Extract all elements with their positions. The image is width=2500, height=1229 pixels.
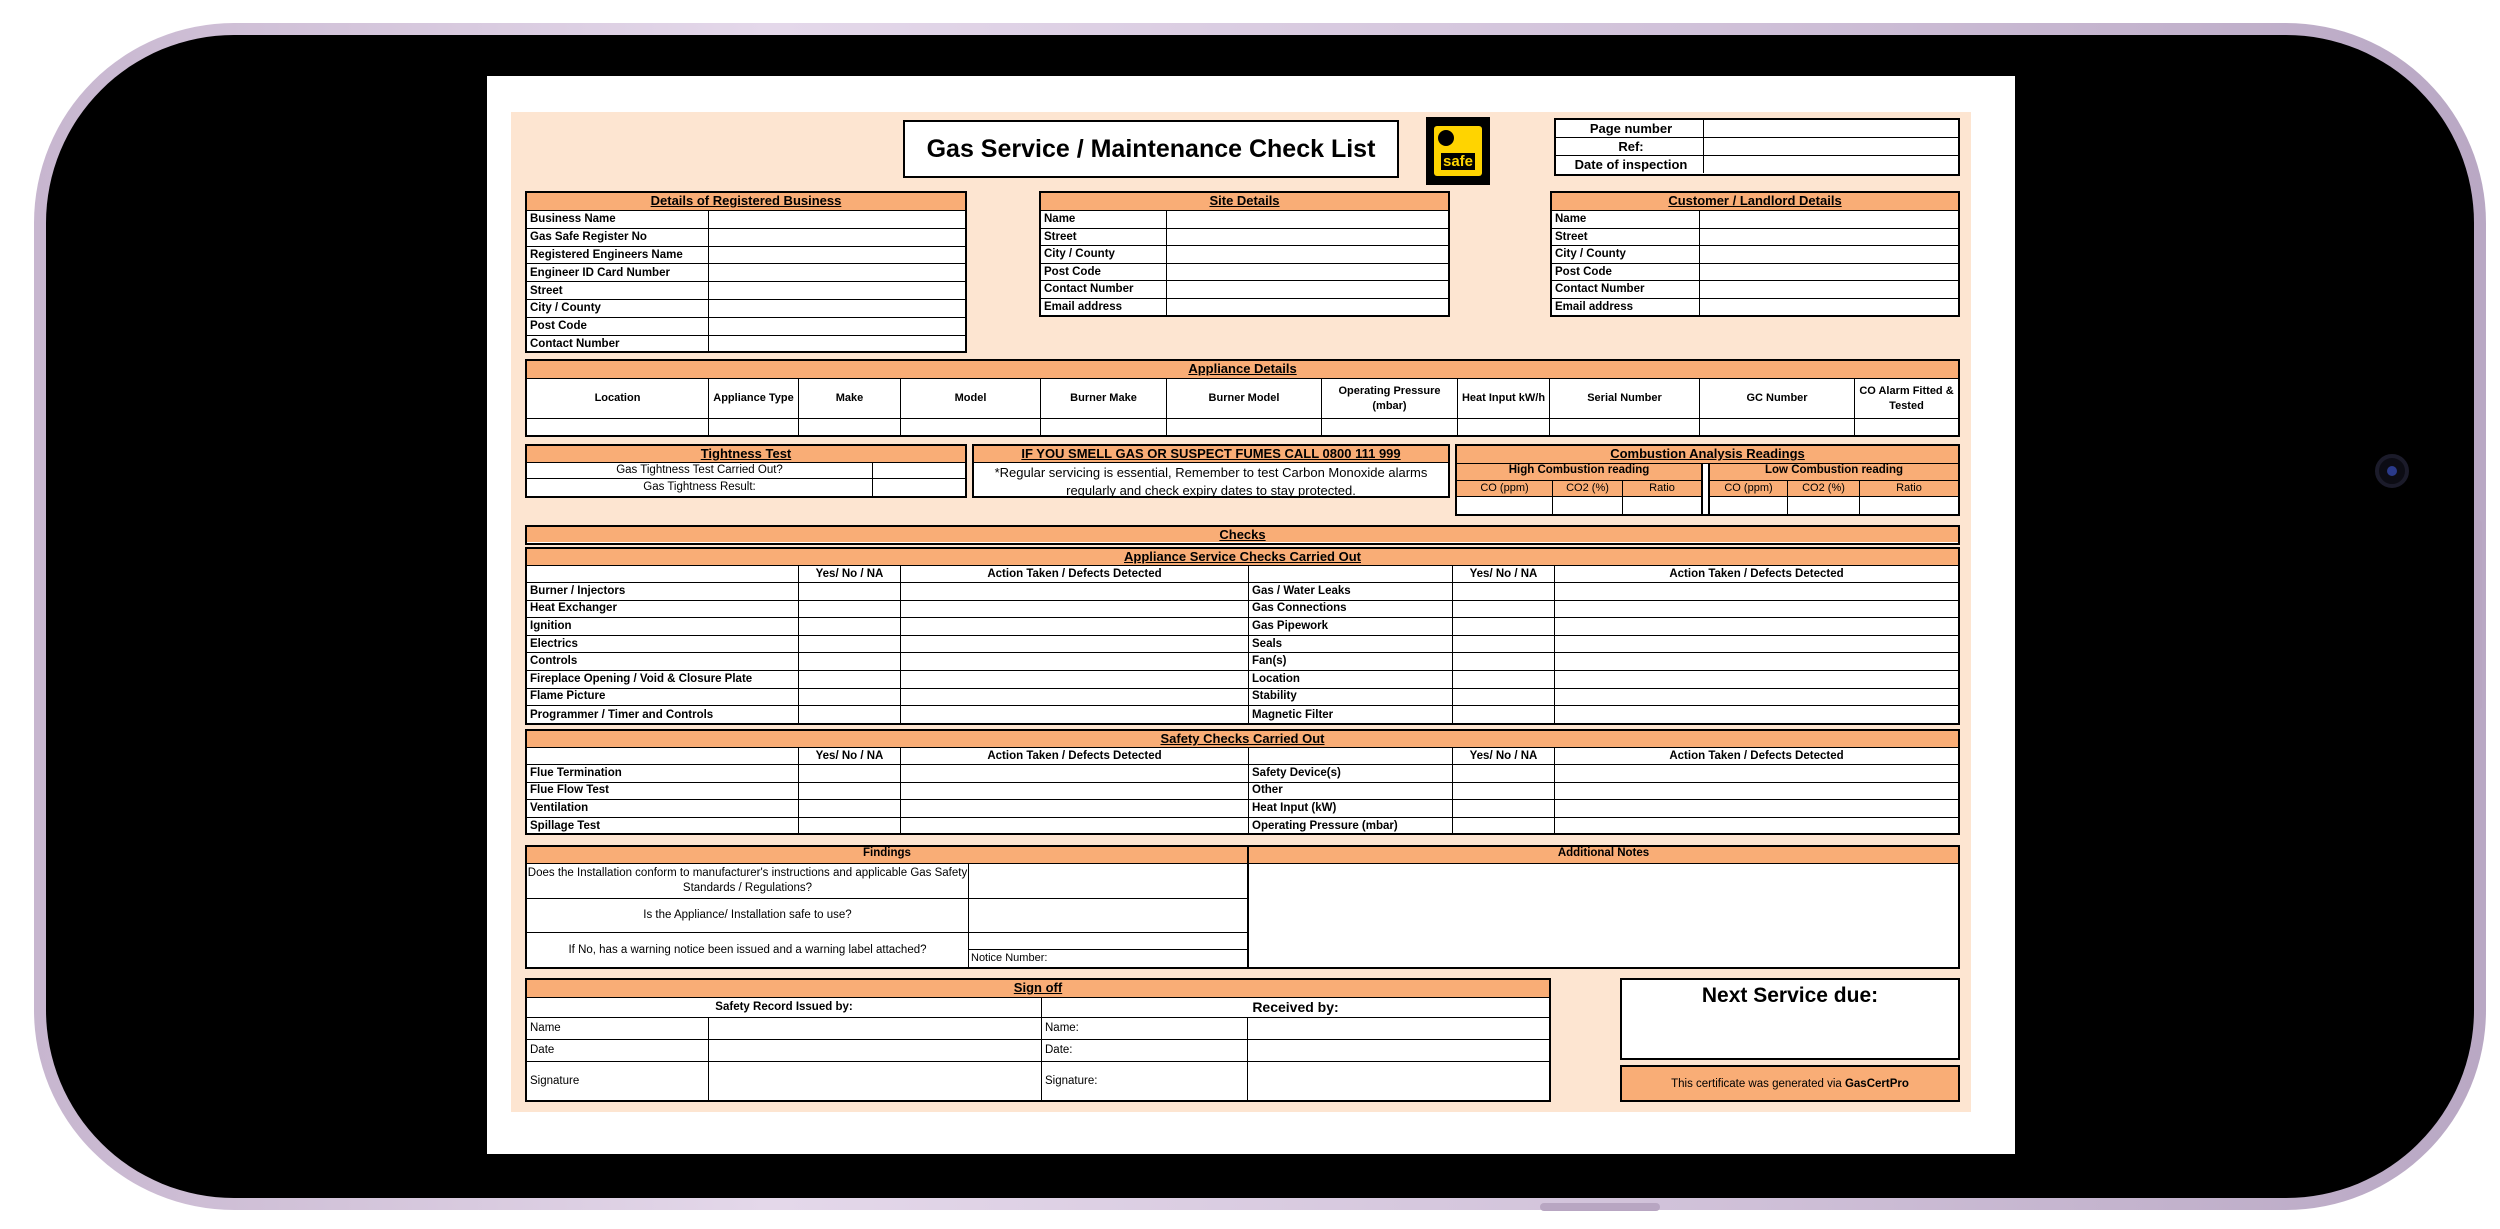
- check-column-header: Yes/ No / NA: [1453, 748, 1555, 764]
- check-item-label: Spillage Test: [527, 818, 799, 836]
- check-row: [527, 800, 1958, 818]
- check-action-field[interactable]: [1555, 689, 1958, 706]
- ref-field[interactable]: [1704, 138, 1958, 155]
- findings-q3: If No, has a warning notice been issued and a warning label attached?: [527, 933, 969, 967]
- check-item-label: Fireplace Opening / Void & Closure Plate: [527, 671, 799, 688]
- combustion-column-header: Ratio: [1896, 482, 1922, 495]
- page-number-label: Page number: [1556, 120, 1704, 137]
- check-item-label: Location: [1249, 671, 1453, 688]
- appliance-field[interactable]: [709, 419, 799, 435]
- notice-number-label: Notice Number:: [971, 952, 1048, 964]
- check-action-field[interactable]: [1555, 783, 1958, 800]
- check-item-label: Seals: [1249, 636, 1453, 653]
- check-action-field[interactable]: [901, 618, 1249, 635]
- sign-off-field[interactable]: [709, 1018, 1042, 1039]
- customer-field-label: City / County: [1552, 246, 1700, 263]
- business-header: Details of Registered Business: [527, 193, 965, 211]
- check-column-header-row: [527, 566, 1958, 583]
- site-field-label: Post Code: [1041, 264, 1167, 281]
- check-row: [527, 653, 1958, 671]
- combustion-column-header: CO2 (%): [1788, 481, 1860, 496]
- ref-label: Ref:: [1556, 138, 1704, 155]
- camera-icon: [2375, 454, 2409, 488]
- check-item-label: Controls: [527, 653, 799, 670]
- check-yes-no-field[interactable]: [799, 636, 901, 653]
- check-column-header: Action Taken / Defects Detected: [901, 748, 1249, 764]
- business-field-label: Registered Engineers Name: [527, 247, 709, 264]
- combustion-readings: [1455, 444, 1960, 516]
- check-yes-no-field[interactable]: [799, 583, 901, 600]
- check-item-label: Ventilation: [527, 800, 799, 817]
- check-column-header: Yes/ No / NA: [799, 566, 901, 582]
- business-details: [525, 191, 967, 353]
- business-field-label: Post Code: [527, 318, 709, 335]
- check-yes-no-field[interactable]: [799, 818, 901, 836]
- check-column-header: Yes/ No / NA: [799, 748, 901, 764]
- check-column-header: Action Taken / Defects Detected: [901, 566, 1249, 582]
- check-yes-no-field[interactable]: [799, 783, 901, 800]
- check-row: [527, 671, 1958, 689]
- check-item-label: Gas / Water Leaks: [1249, 583, 1453, 600]
- check-action-field[interactable]: [1555, 653, 1958, 670]
- check-action-field[interactable]: [901, 818, 1249, 836]
- business-field-label: Street: [527, 282, 709, 299]
- check-column-header: Yes/ No / NA: [1453, 566, 1555, 582]
- check-column-header: Action Taken / Defects Detected: [1669, 749, 1844, 762]
- additional-notes: [1247, 845, 1960, 969]
- check-yes-no-field[interactable]: [1453, 653, 1555, 670]
- site-row: [1041, 229, 1448, 247]
- gas-safe-logo-icon: safe: [1426, 117, 1490, 185]
- check-item-label: Other: [1249, 783, 1453, 800]
- site-row: [1041, 264, 1448, 282]
- high-co-field[interactable]: [1457, 497, 1553, 515]
- additional-notes-header: Additional Notes: [1249, 847, 1958, 864]
- appliance-field[interactable]: [1855, 419, 1958, 435]
- sign-off-label: Name: [527, 1018, 709, 1039]
- customer-field-value[interactable]: [1700, 211, 1958, 228]
- business-row: [527, 229, 965, 247]
- check-action-field[interactable]: [1555, 671, 1958, 688]
- check-action-field[interactable]: [1555, 583, 1958, 600]
- combustion-header: Combustion Analysis Readings: [1457, 446, 1958, 464]
- check-action-field[interactable]: [1555, 618, 1958, 635]
- site-details: [1039, 191, 1450, 317]
- business-field-value[interactable]: [709, 229, 965, 246]
- check-yes-no-field[interactable]: [1453, 706, 1555, 724]
- findings-q3-answer[interactable]: [969, 933, 1247, 950]
- customer-row: [1552, 229, 1958, 247]
- check-row: [527, 636, 1958, 654]
- check-row: [527, 765, 1958, 783]
- footer-box: [1620, 1065, 1960, 1102]
- appliance-column-header: GC Number: [1700, 379, 1855, 418]
- site-field-value[interactable]: [1167, 229, 1448, 246]
- appliance-header: Appliance Details: [527, 361, 1958, 379]
- sign-off-header: Sign off: [527, 980, 1549, 998]
- combustion-column-header: Ratio: [1649, 482, 1675, 495]
- sign-off-field[interactable]: [1248, 1018, 1549, 1039]
- check-yes-no-field[interactable]: [799, 671, 901, 688]
- appliance-column-header: Burner Make: [1041, 379, 1167, 418]
- low-co2-field[interactable]: [1788, 497, 1860, 515]
- combustion-column-header: CO (ppm): [1457, 481, 1553, 496]
- check-yes-no-field[interactable]: [1453, 765, 1555, 782]
- check-item-label: Magnetic Filter: [1249, 706, 1453, 724]
- sign-off-field[interactable]: [1248, 1040, 1549, 1061]
- tightness-header: Tightness Test: [527, 446, 965, 463]
- screen: [487, 76, 2015, 1154]
- check-item-label: Electrics: [527, 636, 799, 653]
- customer-details: [1550, 191, 1960, 317]
- business-field-label: City / County: [527, 300, 709, 317]
- checks-header: Checks: [527, 527, 1958, 542]
- issued-by-label: Safety Record Issued by:: [527, 998, 1042, 1017]
- site-field-label: City / County: [1041, 246, 1167, 263]
- sign-off-row: [527, 1040, 1549, 1062]
- check-item-label: Heat Input (kW): [1249, 800, 1453, 817]
- appliance-column-header: Model: [901, 379, 1041, 418]
- check-item-label: Gas Connections: [1249, 601, 1453, 618]
- check-row: [527, 818, 1958, 836]
- check-column-header: Action Taken / Defects Detected: [1669, 567, 1844, 580]
- check-action-field[interactable]: [901, 653, 1249, 670]
- check-action-field[interactable]: [901, 783, 1249, 800]
- business-row: [527, 282, 965, 300]
- customer-field-label: Name: [1552, 211, 1700, 228]
- check-action-field[interactable]: [1555, 800, 1958, 817]
- customer-field-label: Email address: [1552, 299, 1700, 317]
- business-row: [527, 264, 965, 282]
- site-field-value[interactable]: [1167, 246, 1448, 263]
- business-field-label: Engineer ID Card Number: [527, 264, 709, 281]
- service-checks-header: Appliance Service Checks Carried Out: [527, 549, 1958, 566]
- low-combustion-label: Low Combustion reading: [1710, 464, 1958, 481]
- site-header: Site Details: [1041, 193, 1448, 211]
- check-yes-no-field[interactable]: [799, 653, 901, 670]
- additional-notes-field[interactable]: [1249, 865, 1958, 967]
- received-by-label: Received by:: [1252, 999, 1339, 1016]
- check-row: [527, 706, 1958, 724]
- findings-q2: Is the Appliance/ Installation safe to use?: [527, 899, 969, 932]
- check-action-field[interactable]: [901, 601, 1249, 618]
- business-row: [527, 211, 965, 229]
- check-row: [527, 583, 1958, 601]
- site-row: [1041, 211, 1448, 229]
- customer-row: [1552, 264, 1958, 282]
- check-action-field[interactable]: [901, 800, 1249, 817]
- check-column-blank: [1249, 748, 1453, 764]
- footer-prefix: This certificate was generated via: [1671, 1077, 1845, 1090]
- sign-off-field[interactable]: [709, 1062, 1042, 1100]
- check-action-field[interactable]: [901, 689, 1249, 706]
- business-row: [527, 318, 965, 336]
- combustion-column-header: CO2 (%): [1553, 481, 1623, 496]
- site-field-value[interactable]: [1167, 281, 1448, 298]
- findings-q1-answer[interactable]: [969, 864, 1247, 898]
- gas-warning-text: *Regular servicing is essential, Remember to test Carbon Monoxide alarms regularly and check expiry dates to stay protected.: [994, 465, 1428, 498]
- combustion-column-header: CO (ppm): [1710, 481, 1788, 496]
- check-column-header-row: [527, 748, 1958, 765]
- tightness-result-label: Gas Tightness Result:: [527, 479, 873, 496]
- sign-off-row: [527, 1062, 1549, 1100]
- tightness-carried-out-field[interactable]: [873, 463, 965, 478]
- customer-field-label: Contact Number: [1552, 281, 1700, 298]
- check-yes-no-field[interactable]: [1453, 671, 1555, 688]
- customer-row: [1552, 246, 1958, 264]
- checks-header-box: [525, 525, 1960, 545]
- check-yes-no-field[interactable]: [1453, 601, 1555, 618]
- appliance-column-header: CO Alarm Fitted & Tested: [1859, 385, 1954, 412]
- date-of-inspection-label: Date of inspection: [1556, 156, 1704, 173]
- check-yes-no-field[interactable]: [799, 601, 901, 618]
- appliance-field[interactable]: [527, 419, 709, 435]
- customer-field-value[interactable]: [1700, 281, 1958, 298]
- appliance-column-header: Operating Pressure (mbar): [1322, 379, 1458, 418]
- check-item-label: Operating Pressure (mbar): [1249, 818, 1453, 836]
- check-row: [527, 601, 1958, 619]
- check-action-field[interactable]: [901, 671, 1249, 688]
- site-field-label: Email address: [1041, 299, 1167, 317]
- safety-checks-header: Safety Checks Carried Out: [527, 731, 1958, 748]
- business-field-value[interactable]: [709, 300, 965, 317]
- check-action-field[interactable]: [1555, 818, 1958, 836]
- sign-off: [525, 978, 1551, 1102]
- high-co2-field[interactable]: [1553, 497, 1623, 515]
- business-field-value[interactable]: [709, 318, 965, 335]
- appliance-field[interactable]: [799, 419, 901, 435]
- sign-off-field[interactable]: [709, 1040, 1042, 1061]
- business-field-value[interactable]: [709, 336, 965, 354]
- site-field-value[interactable]: [1167, 211, 1448, 228]
- next-service-label: Next Service due:: [1701, 984, 1879, 1007]
- check-item-label: Programmer / Timer and Controls: [527, 706, 799, 724]
- site-row: [1041, 299, 1448, 317]
- form-title: Gas Service / Maintenance Check List: [903, 120, 1399, 178]
- business-field-value[interactable]: [709, 247, 965, 264]
- check-yes-no-field[interactable]: [1453, 800, 1555, 817]
- business-field-value[interactable]: [709, 264, 965, 281]
- appliance-column-header: Serial Number: [1550, 379, 1700, 418]
- sign-off-label: Signature:: [1042, 1062, 1248, 1100]
- check-action-field[interactable]: [1555, 636, 1958, 653]
- appliance-details: [525, 359, 1960, 437]
- customer-field-value[interactable]: [1700, 299, 1958, 317]
- low-co-field[interactable]: [1710, 497, 1788, 515]
- check-column-blank: [1249, 566, 1453, 582]
- business-field-label: Contact Number: [527, 336, 709, 354]
- appliance-column-header: Make: [799, 379, 901, 418]
- sign-off-field[interactable]: [1248, 1062, 1549, 1100]
- customer-row: [1552, 299, 1958, 317]
- check-yes-no-field[interactable]: [1453, 818, 1555, 836]
- findings-header: Findings: [527, 847, 1247, 864]
- check-item-label: Stability: [1249, 689, 1453, 706]
- page-number-field[interactable]: [1704, 120, 1958, 137]
- site-field-value[interactable]: [1167, 299, 1448, 317]
- meta-box: [1554, 118, 1960, 176]
- gas-warning: [972, 444, 1450, 498]
- business-row: [527, 300, 965, 318]
- appliance-column-header: Burner Model: [1167, 379, 1322, 418]
- appliance-field[interactable]: [1700, 419, 1855, 435]
- next-service-box: [1620, 978, 1960, 1060]
- tightness-test: [525, 444, 967, 498]
- check-action-field[interactable]: [901, 706, 1249, 724]
- check-action-field[interactable]: [901, 765, 1249, 782]
- check-item-label: Flue Flow Test: [527, 783, 799, 800]
- high-ratio-field[interactable]: [1623, 497, 1701, 515]
- check-item-label: Flue Termination: [527, 765, 799, 782]
- check-item-label: Fan(s): [1249, 653, 1453, 670]
- customer-field-value[interactable]: [1700, 246, 1958, 263]
- customer-row: [1552, 211, 1958, 229]
- sign-off-row: [527, 1018, 1549, 1040]
- check-column-blank: [527, 566, 799, 582]
- business-row: [527, 336, 965, 354]
- findings-q1: Does the Installation conform to manufacturer's instructions and applicable Gas Safety Standards / Regulations?: [527, 864, 969, 898]
- business-field-label: Business Name: [527, 211, 709, 228]
- check-item-label: Safety Device(s): [1249, 765, 1453, 782]
- site-field-label: Contact Number: [1041, 281, 1167, 298]
- check-row: [527, 618, 1958, 636]
- date-of-inspection-field[interactable]: [1704, 156, 1958, 173]
- site-field-value[interactable]: [1167, 264, 1448, 281]
- site-field-label: Name: [1041, 211, 1167, 228]
- check-action-field[interactable]: [1555, 706, 1958, 724]
- check-yes-no-field[interactable]: [1453, 636, 1555, 653]
- customer-row: [1552, 281, 1958, 299]
- footer-brand: GasCertPro: [1844, 1077, 1909, 1090]
- check-yes-no-field[interactable]: [799, 618, 901, 635]
- gas-warning-header: IF YOU SMELL GAS OR SUSPECT FUMES CALL 0800 111 999: [974, 446, 1448, 463]
- check-yes-no-field[interactable]: [1453, 783, 1555, 800]
- check-row: [527, 689, 1958, 707]
- site-field-label: Street: [1041, 229, 1167, 246]
- check-row: [527, 783, 1958, 801]
- gas-service-form: [511, 112, 1971, 1112]
- sign-off-label: Date:: [1042, 1040, 1248, 1061]
- appliance-column-header: Location: [527, 379, 709, 418]
- business-field-value[interactable]: [709, 211, 965, 228]
- findings-q2-answer[interactable]: [969, 899, 1247, 932]
- customer-field-value[interactable]: [1700, 229, 1958, 246]
- business-field-label: Gas Safe Register No: [527, 229, 709, 246]
- appliance-field[interactable]: [1322, 419, 1458, 435]
- appliance-column-header: Heat Input kW/h: [1458, 379, 1550, 418]
- tightness-result-field[interactable]: [873, 479, 965, 496]
- check-yes-no-field[interactable]: [1453, 583, 1555, 600]
- appliance-column-header: Appliance Type: [709, 379, 799, 418]
- appliance-field[interactable]: [901, 419, 1041, 435]
- check-action-field[interactable]: [1555, 765, 1958, 782]
- sign-off-label: Name:: [1042, 1018, 1248, 1039]
- check-yes-no-field[interactable]: [1453, 689, 1555, 706]
- sign-off-label: Date: [527, 1040, 709, 1061]
- appliance-field[interactable]: [1458, 419, 1550, 435]
- sign-off-label: Signature: [527, 1062, 709, 1100]
- check-yes-no-field[interactable]: [799, 800, 901, 817]
- safety-checks: [525, 729, 1960, 835]
- check-action-field[interactable]: [1555, 601, 1958, 618]
- customer-field-label: Street: [1552, 229, 1700, 246]
- check-item-label: Flame Picture: [527, 689, 799, 706]
- check-item-label: Heat Exchanger: [527, 601, 799, 618]
- high-combustion-label: High Combustion reading: [1457, 464, 1701, 481]
- check-yes-no-field[interactable]: [799, 765, 901, 782]
- customer-header: Customer / Landlord Details: [1552, 193, 1958, 211]
- check-yes-no-field[interactable]: [799, 706, 901, 724]
- appliance-service-checks: [525, 547, 1960, 725]
- findings: [525, 845, 1249, 969]
- site-row: [1041, 281, 1448, 299]
- low-ratio-field[interactable]: [1860, 497, 1958, 515]
- business-row: [527, 247, 965, 265]
- customer-field-value[interactable]: [1700, 264, 1958, 281]
- check-yes-no-field[interactable]: [1453, 618, 1555, 635]
- appliance-field[interactable]: [1041, 419, 1167, 435]
- check-item-label: Gas Pipework: [1249, 618, 1453, 635]
- check-item-label: Burner / Injectors: [527, 583, 799, 600]
- check-action-field[interactable]: [901, 583, 1249, 600]
- check-yes-no-field[interactable]: [799, 689, 901, 706]
- check-action-field[interactable]: [901, 636, 1249, 653]
- check-item-label: Ignition: [527, 618, 799, 635]
- phone-bottom-button: [1540, 1203, 1660, 1211]
- check-column-blank: [527, 748, 799, 764]
- tightness-carried-out-label: Gas Tightness Test Carried Out?: [527, 463, 873, 478]
- appliance-field[interactable]: [1167, 419, 1322, 435]
- appliance-field[interactable]: [1550, 419, 1700, 435]
- business-field-value[interactable]: [709, 282, 965, 299]
- customer-field-label: Post Code: [1552, 264, 1700, 281]
- site-row: [1041, 246, 1448, 264]
